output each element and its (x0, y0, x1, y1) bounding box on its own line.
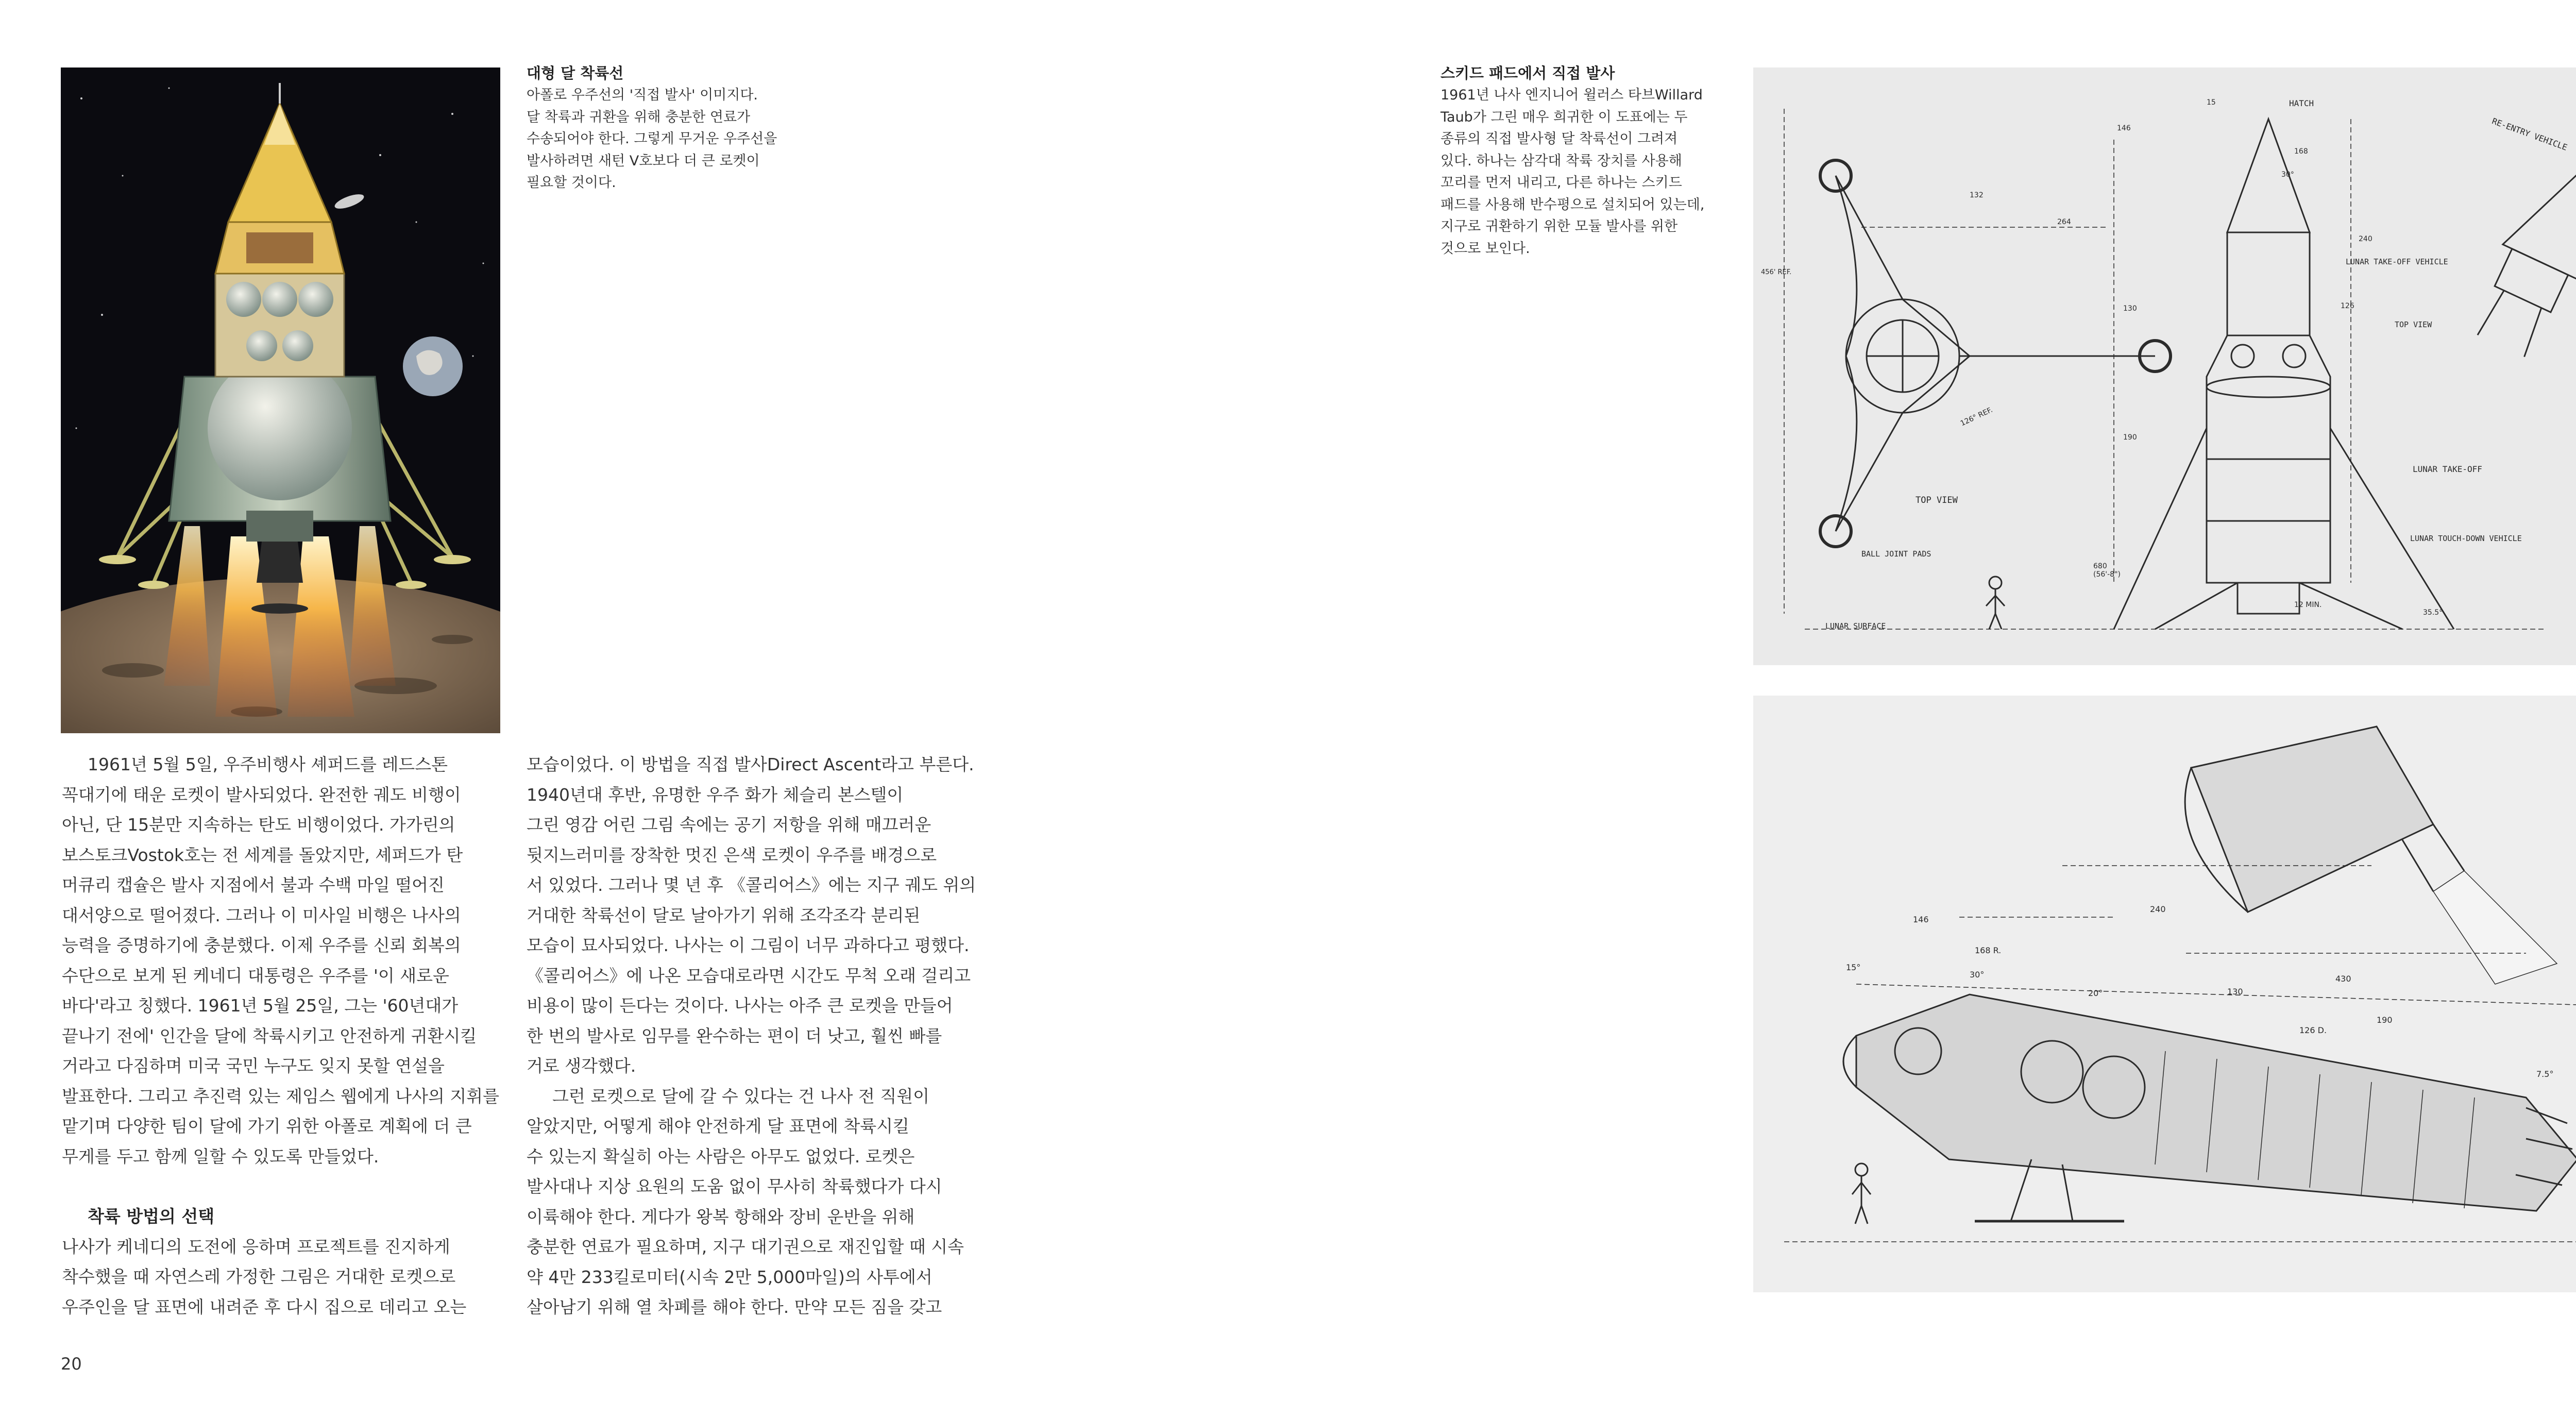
body-column-1 (62, 750, 510, 1322)
body-line: 살아남기 위해 열 차폐를 해야 한다. 만약 모든 짐을 갖고 (527, 1297, 942, 1317)
label-takeoff-vehicle: LUNAR TAKE-OFF VEHICLE (2346, 257, 2448, 266)
dim-label: 7.5° (2536, 1069, 2554, 1079)
dim-label: 132 (1970, 191, 1984, 199)
dim-label: 240 (2150, 904, 2166, 914)
page-number-left: 20 (61, 1354, 82, 1374)
dim-label: 130 (2227, 987, 2243, 997)
dim-label: 15° (1846, 963, 1861, 972)
left-caption-line: 달 착륙과 귀환을 위해 충분한 연료가 (527, 109, 751, 125)
top-view-diagram (1820, 160, 2171, 547)
section-heading: 착륙 방법의 선택 (88, 1206, 215, 1226)
body-line: 이륙해야 한다. 게다가 왕복 항해와 장비 운반을 위해 (527, 1206, 915, 1227)
body-line: 한 번의 발사로 임무를 완수하는 편이 더 낫고, 훨씬 빠를 (527, 1025, 942, 1046)
right-caption-line: 꼬리를 먼저 내리고, 다른 하나는 스키드 (1440, 175, 1682, 191)
body-line: 바다'라고 칭했다. 1961년 5월 25일, 그는 '60년대가 (62, 995, 459, 1016)
lunar-lander-painting (61, 67, 500, 733)
label-lunar-surface: LUNAR SURFACE (1825, 621, 1886, 631)
body-line: 1940년대 후반, 유명한 우주 화가 체슬리 본스텔이 (527, 784, 904, 805)
body-line: 무게를 두고 함께 일할 수 있도록 만들었다. (62, 1146, 379, 1167)
body-line: 꼭대기에 태운 로켓이 발사되었다. 완전한 궤도 비행이 (62, 784, 461, 805)
body-line: 1961년 5월 5일, 우주비행사 셰퍼드를 레드스톤 (88, 754, 448, 774)
right-caption-line: 종류의 직접 발사형 달 착륙선이 그려져 (1440, 131, 1678, 147)
label-top-view-small: TOP VIEW (2395, 320, 2432, 329)
lander-side-view (2114, 119, 2454, 629)
right-caption-line: 1961년 나사 엔지니어 윌러스 타브Willard (1440, 87, 1703, 103)
body-line: 끝나기 전에' 인간을 달에 착륙시키고 안전하게 귀환시킬 (62, 1025, 477, 1046)
lander-body-horizontal (1843, 994, 2576, 1221)
dim-label: 168 (2294, 147, 2308, 156)
body-line: 거라고 다짐하며 미국 국민 누구도 잊지 못할 연설을 (62, 1056, 445, 1076)
body-line: 대서양으로 떨어졌다. 그러나 이 미사일 비행은 나사의 (62, 905, 461, 925)
dim-label: 30° (2281, 171, 2294, 179)
lander-painting-svg (61, 67, 500, 733)
astronaut-figure-top (1986, 577, 2005, 629)
body-line: 모습이었다. 이 방법을 직접 발사Direct Ascent라고 부른다. (527, 754, 974, 774)
body-line: 아닌, 단 15분만 지속하는 탄도 비행이었다. 가가린의 (62, 815, 455, 835)
dim-label: 146 (1913, 915, 1929, 924)
dim-label: 12 MIN. (2294, 601, 2322, 609)
body-line: 수단으로 보게 된 케네디 대통령은 우주를 '이 새로운 (62, 965, 449, 986)
body-line: 거로 생각했다. (527, 1056, 636, 1076)
body-line: 능력을 증명하기에 충분했다. 이제 우주를 신뢰 회복의 (62, 935, 461, 955)
right-caption-line: 패드를 사용해 반수평으로 설치되어 있는데, (1440, 196, 1705, 213)
tripod-drawing-svg (1753, 67, 2576, 665)
body-line: 거대한 착륙선이 달로 날아가기 위해 조각조각 분리된 (527, 905, 921, 925)
body-line: 착수했을 때 자연스레 가정한 그림은 거대한 로켓으로 (62, 1267, 456, 1287)
dim-label: 35.5° (2423, 609, 2443, 617)
astronaut-figure-bottom (1852, 1163, 1871, 1224)
dim-label: 680 (56'-8") (2093, 562, 2121, 579)
label-lunar-takeoff: LUNAR TAKE-OFF (2413, 464, 2482, 474)
label-reentry: RE-ENTRY VEHICLE (2490, 116, 2569, 153)
left-figure-caption (527, 62, 815, 194)
dim-label: 126° REF. (1959, 406, 1994, 428)
body-line: 모습이 묘사되었다. 나사는 이 그림이 너무 과하다고 평했다. (527, 935, 970, 955)
body-line: 서 있었다. 그러나 몇 년 후 《콜리어스》에는 지구 궤도 위의 (527, 875, 976, 895)
left-caption-title: 대형 달 착륙선 (527, 64, 624, 82)
body-line: 발사대나 지상 요원의 도움 없이 무사히 착륙했다가 다시 (527, 1176, 942, 1196)
dim-label: 190 (2377, 1015, 2393, 1025)
dim-label: 126 D. (2299, 1025, 2327, 1035)
body-line: 맡기며 다양한 팀이 달에 가기 위한 아폴로 계획에 더 큰 (62, 1116, 472, 1136)
right-caption-title: 스키드 패드에서 직접 발사 (1440, 64, 1615, 82)
body-line: 알았지만, 어떻게 해야 안전하게 달 표면에 착륙시킬 (527, 1116, 909, 1136)
dim-label: 20° (2088, 988, 2103, 998)
dim-label: 168 R. (1975, 946, 2002, 955)
body-line: 약 4만 233킬로미터(시속 2만 5,000마일)의 사투에서 (527, 1267, 933, 1287)
dim-label: 190 (2123, 433, 2137, 442)
dim-label: 430 (2335, 974, 2351, 984)
label-touchdown: LUNAR TOUCH-DOWN VEHICLE (2410, 534, 2522, 543)
left-caption-line: 아폴로 우주선의 '직접 발사' 이미지다. (527, 87, 758, 103)
left-caption-line: 필요할 것이다. (527, 175, 616, 191)
right-caption-line: 것으로 보인다. (1440, 240, 1530, 257)
dim-label: 126 (2341, 302, 2354, 310)
body-line: 충분한 연료가 필요하며, 지구 대기권으로 재진입할 때 시속 (527, 1237, 964, 1257)
label-top-view: TOP VIEW (1916, 495, 1958, 505)
body-line: 머큐리 캡슐은 발사 지점에서 불과 수백 마일 떨어진 (62, 875, 445, 895)
body-line: 비용이 많이 든다는 것이다. 나사는 아주 큰 로켓을 만들어 (527, 995, 953, 1016)
tripod-lander-drawing (1753, 67, 2576, 665)
body-line: 발표한다. 그리고 추진력 있는 제임스 웹에게 나사의 지휘를 (62, 1086, 499, 1106)
body-line: 나사가 케네디의 도전에 응하며 프로젝트를 진지하게 (62, 1236, 450, 1257)
right-caption-line: Taub가 그린 매우 희귀한 이 도표에는 두 (1440, 109, 1688, 125)
left-caption-line: 수송되어야 한다. 그렇게 무거운 우주선을 (527, 131, 777, 147)
dim-label: 30° (1970, 970, 1985, 980)
return-capsule (2185, 727, 2557, 984)
body-line: 《콜리어스》에 나온 모습대로라면 시간도 무척 오래 걸리고 (527, 965, 971, 986)
dim-label: 146 (2117, 124, 2131, 132)
skid-drawing-svg (1753, 696, 2576, 1292)
body-column-2 (527, 750, 980, 1323)
reentry-vehicle-view (2464, 151, 2576, 363)
dim-label: 456' REF. (1761, 268, 1792, 276)
left-caption-line: 발사하려면 새턴 V호보다 더 큰 로켓이 (527, 153, 760, 169)
right-caption-line: 있다. 하나는 삼각대 착륙 장치를 사용해 (1440, 153, 1682, 169)
dim-label: 15 (2207, 98, 2216, 107)
label-hatch: HATCH (2289, 98, 2314, 108)
dim-label: 240 (2359, 235, 2372, 243)
right-figure-caption (1440, 62, 1729, 260)
body-line: 우주인을 달 표면에 내려준 후 다시 집으로 데리고 오는 (62, 1296, 467, 1317)
body-line: 그린 영감 어린 그림 속에는 공기 저항을 위해 매끄러운 (527, 815, 931, 835)
dim-label: 130 (2123, 305, 2137, 313)
skid-pad-lander-drawing (1753, 696, 2576, 1292)
right-caption-line: 지구로 귀환하기 위한 모듈 발사를 위한 (1440, 218, 1678, 234)
body-line: 보스토크Vostok호는 전 세계를 돌았지만, 셰퍼드가 탄 (62, 845, 463, 865)
body-line: 수 있는지 확실히 아는 사람은 아무도 없었다. 로켓은 (527, 1146, 915, 1167)
label-ball-joint: BALL JOINT PADS (1861, 549, 1931, 559)
body-line: 그런 로켓으로 달에 갈 수 있다는 건 나사 전 직원이 (552, 1086, 929, 1106)
body-line: 뒷지느러미를 장착한 멋진 은색 로켓이 우주를 배경으로 (527, 845, 937, 865)
dim-label: 264 (2057, 218, 2071, 226)
